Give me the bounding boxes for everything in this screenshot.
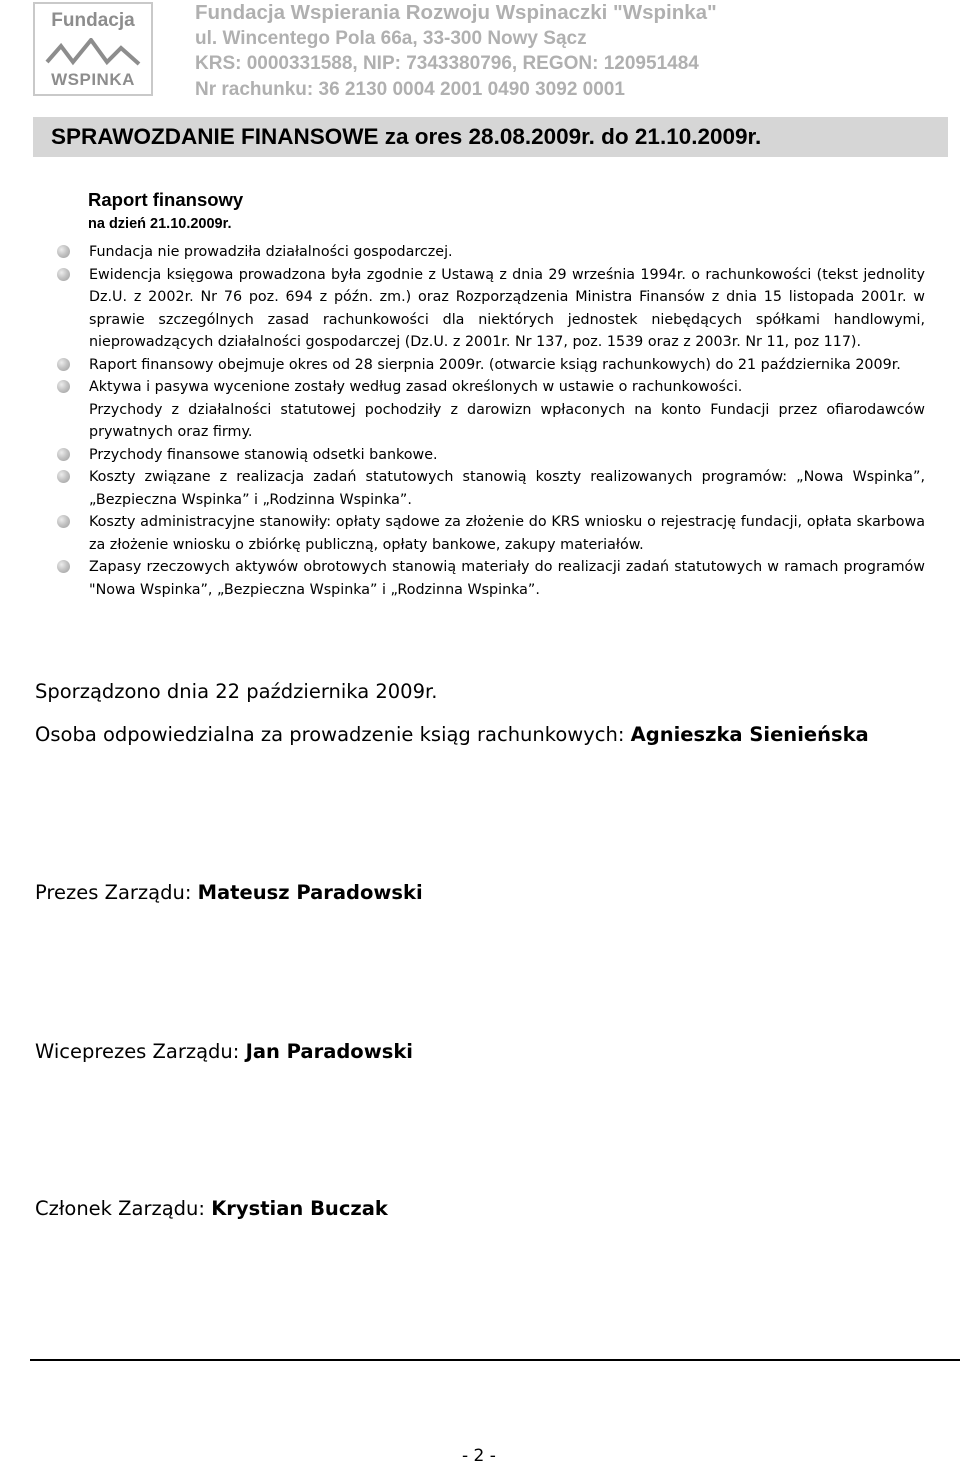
report-date: na dzień 21.10.2009r. (88, 216, 232, 232)
bullet-icon (57, 470, 70, 483)
report-banner (33, 117, 948, 157)
president-label: Prezes Zarządu: (35, 881, 198, 904)
president-line (35, 881, 423, 904)
bullet-icon (57, 560, 70, 573)
list-item: Koszty związane z realizacja zadań statutowych stanowią koszty realizowanych programów: „Nowa Wspinka”, „Bezpieczna Wspinka” i „Rodzinna Wspinka”. (89, 466, 925, 511)
bullet-icon (57, 515, 70, 528)
organization-info (195, 0, 955, 102)
organization-address: ul. Wincentego Pola 66a, 33-300 Nowy Sącz (195, 27, 587, 49)
board-member-label: Członek Zarządu: (35, 1197, 212, 1220)
list-item: Aktywa i pasywa wycenione zostały według zasad określonych w ustawie o rachunkowości. (89, 376, 925, 399)
report-items (0, 241, 960, 601)
bullet-icon (57, 448, 70, 461)
organization-account: Nr rachunku: 36 2130 0004 2001 0490 3092 0001 (195, 78, 625, 100)
accountant-label: Osoba odpowiedzialna za prowadzenie ksiąg rachunkowych: (35, 723, 631, 746)
bullet-icon (57, 358, 70, 371)
footer-divider (30, 1359, 960, 1361)
logo-text-bottom: WSPINKA (51, 70, 135, 89)
list-item: Przychody z działalności statutowej pochodziły z darowizn wpłaconych na konto Fundacji przez ofiarodawców prywatnych oraz firmy. (89, 401, 925, 440)
bullet-icon (57, 245, 70, 258)
organization-name: Fundacja Wspierania Rozwoju Wspinaczki "Wspinka" (195, 1, 717, 24)
page-number: - 2 - (462, 1446, 496, 1466)
vice-president-name: Jan Paradowski (245, 1040, 413, 1063)
logo-text-top: Fundacja (51, 10, 135, 31)
banner-title: SPRAWOZDANIE FINANSOWE za ores 28.08.2009r. do 21.10.2009r. (51, 124, 762, 149)
list-item: Fundacja nie prowadziła działalności gospodarczej. (89, 241, 925, 264)
accountant-name: Agnieszka Sienieńska (630, 723, 869, 746)
list-item: Ewidencja księgowa prowadzona była zgodnie z Ustawą z dnia 29 września 1994r. o rachunkowości (tekst jednolity Dz.U. z 2002r. Nr 76 poz. 694 z późn. zm.) oraz Rozporządzenia Ministra Finansów z dnia 15 listopada 2001r. w sprawie szczególnych zasad rachunkowości dla niektórych jednostek niebędących spółkami handlowymi, nieprowadzących działalności gospodarczej (Dz.U. z 2001r. Nr 137, poz. 1539 oraz z 2003r. Nr 11, poz 117). (89, 264, 925, 354)
prepared-date: Sporządzono dnia 22 października 2009r. (35, 680, 438, 703)
list-item: Raport finansowy obejmuje okres od 28 sierpnia 2009r. (otwarcie ksiąg rachunkowych) do 21 października 2009r. (89, 354, 925, 377)
board-member-name: Krystian Buczak (211, 1197, 388, 1220)
accountant-line (35, 723, 869, 746)
list-item: Zapasy rzeczowych aktywów obrotowych stanowią materiały do realizacji zadań statutowych w ramach programów "Nowa Wspinka”, „Bezpieczna Wspinka” i „Rodzinna Wspinka”. (89, 556, 925, 601)
bullet-icon (57, 268, 70, 281)
bullet-icon (57, 380, 70, 393)
board-member-line (35, 1197, 388, 1220)
foundation-logo (33, 2, 153, 96)
vice-president-line (35, 1040, 413, 1063)
mountain-icon (45, 38, 141, 68)
vice-president-label: Wiceprezes Zarządu: (35, 1040, 246, 1063)
list-item: Koszty administracyjne stanowiły: opłaty sądowe za złożenie do KRS wniosku o rejestrację fundacji, opłata skarbowa za złożenie wniosku o zbiórkę publiczną, opłaty bankowe, zakupy materiałów. (89, 511, 925, 556)
organization-registry: KRS: 0000331588, NIP: 7343380796, REGON: 120951484 (195, 53, 699, 74)
report-title: Raport finansowy (88, 189, 244, 210)
president-name: Mateusz Paradowski (197, 881, 423, 904)
list-item: Przychody finansowe stanowią odsetki bankowe. (89, 444, 925, 467)
